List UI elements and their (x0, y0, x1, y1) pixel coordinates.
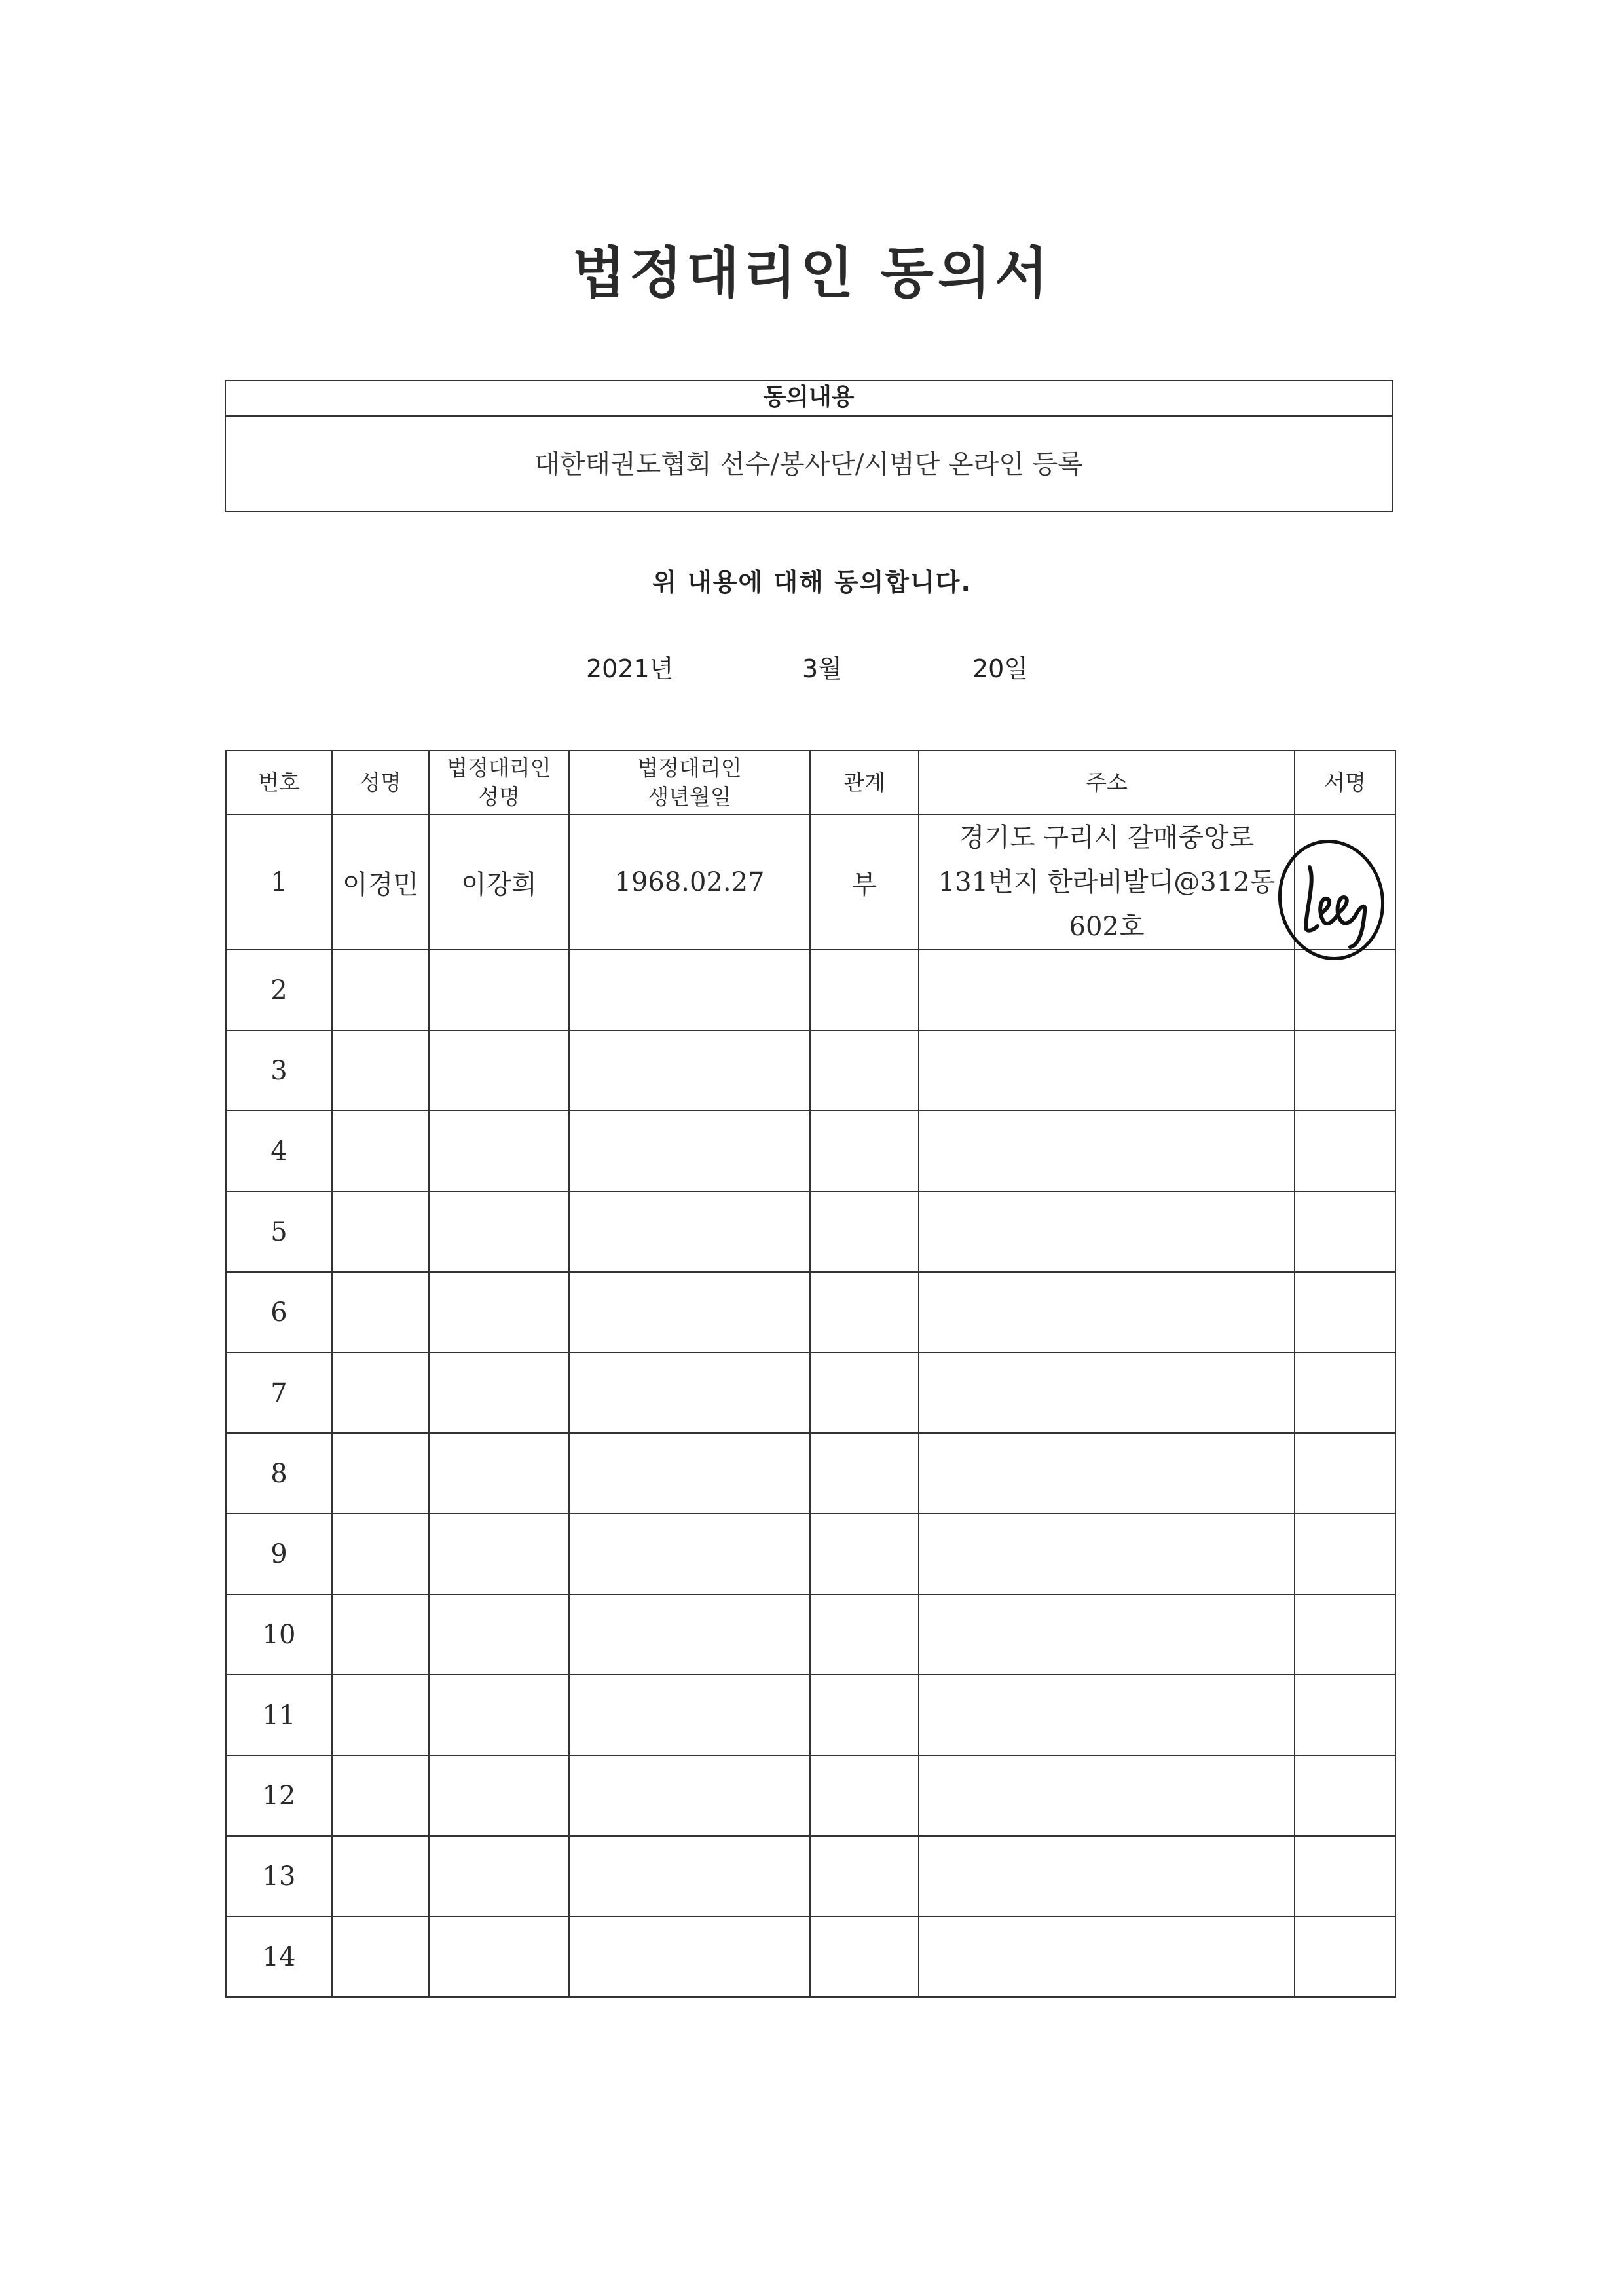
handwritten-signature (1269, 834, 1393, 965)
table-row (226, 950, 1395, 1030)
date-year: 2021년 (586, 654, 674, 683)
header-name: 성명 (332, 751, 429, 815)
table-row (226, 1111, 1395, 1191)
table-row (226, 1675, 1395, 1755)
header-guardian-name (429, 751, 569, 815)
row-number: 8 (226, 1433, 332, 1514)
header-address: 주소 (919, 751, 1295, 815)
table-row (226, 1191, 1395, 1272)
table-row (226, 1030, 1395, 1111)
header-guardian-name-line2: 성명 (478, 784, 520, 810)
consent-box (225, 380, 1393, 512)
row-address-line3: 602호 (1069, 912, 1145, 942)
consent-header: 동의내용 (226, 381, 1392, 417)
document-title: 법정대리인 동의서 (572, 241, 1052, 305)
header-number: 번호 (226, 751, 332, 815)
header-guardian-birth-line1: 법정대리인 (637, 755, 742, 781)
row-number: 7 (226, 1353, 332, 1433)
table-row (226, 815, 1395, 950)
header-guardian-birth (569, 751, 810, 815)
row-number: 14 (226, 1916, 332, 1997)
row-number: 1 (226, 815, 332, 950)
row-signature-cell (1295, 815, 1395, 950)
consent-content: 대한태권도협회 선수/봉사단/시범단 온라인 등록 (534, 449, 1083, 479)
table-row (226, 1916, 1395, 1997)
row-number: 6 (226, 1272, 332, 1353)
row-name: 이경민 (332, 815, 429, 950)
table-row (226, 1433, 1395, 1514)
row-guardian-birth: 1968.02.27 (569, 815, 810, 950)
row-number: 13 (226, 1836, 332, 1916)
table-row (226, 1836, 1395, 1916)
header-guardian-name-line1: 법정대리인 (447, 755, 551, 781)
row-number: 12 (226, 1755, 332, 1836)
row-number: 9 (226, 1514, 332, 1594)
row-address-line1: 경기도 구리시 갈매중앙로 (959, 823, 1255, 853)
date-day: 20일 (972, 654, 1029, 683)
agreement-statement: 위 내용에 대해 동의합니다. (652, 568, 972, 597)
row-number: 3 (226, 1030, 332, 1111)
row-address-line2: 131번지 한라비발디@312동 (938, 867, 1276, 897)
row-number: 4 (226, 1111, 332, 1191)
date-month: 3월 (802, 654, 842, 683)
table-row (226, 1755, 1395, 1836)
table-header-row (226, 751, 1395, 815)
guardian-registration-table (225, 750, 1396, 1998)
header-guardian-birth-line2: 생년월일 (648, 784, 731, 810)
row-number: 5 (226, 1191, 332, 1272)
row-number: 10 (226, 1594, 332, 1675)
row-address (919, 815, 1295, 950)
row-guardian-name: 이강희 (429, 815, 569, 950)
table-row (226, 1594, 1395, 1675)
table-row (226, 1353, 1395, 1433)
header-signature: 서명 (1295, 751, 1395, 815)
row-number: 11 (226, 1675, 332, 1755)
table-row (226, 1272, 1395, 1353)
header-relation: 관계 (810, 751, 919, 815)
table-row (226, 1514, 1395, 1594)
row-number: 2 (226, 950, 332, 1030)
row-relation: 부 (810, 815, 919, 950)
